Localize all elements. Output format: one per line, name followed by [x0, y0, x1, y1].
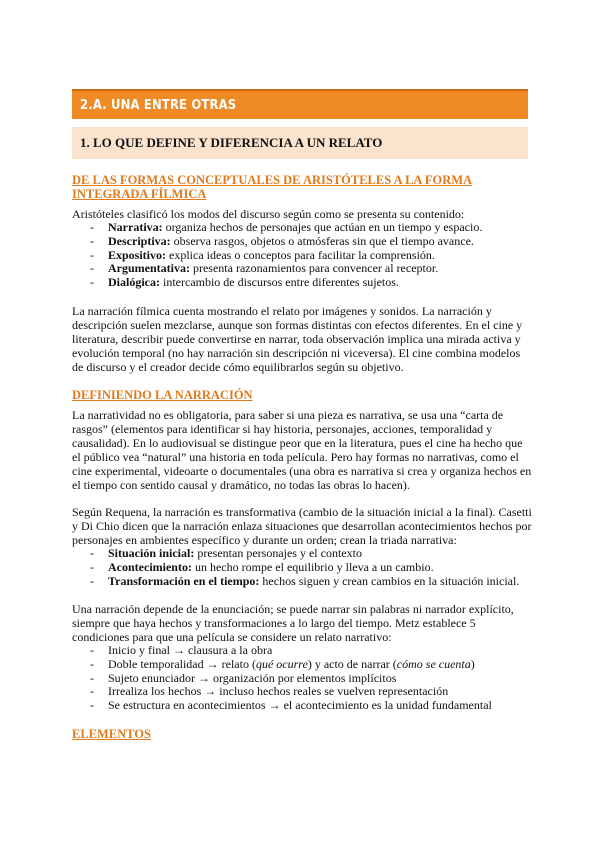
- film-narration-paragraph: La narración fílmica cuenta mostrando el relato por imágenes y sonidos. La narración y descripción suelen mezclarse, aunque son formas distintas con efectos diferentes. En el cine y literatura, describir puede convertirse en narrar, toda observación implica una mirada activa y evolución temporal (no hay narración sin descripción ni viceversa). El cine combina modelos de discurso y el creador decide cómo equilibrarlos según su objetivo.: [72, 304, 523, 375]
- narrativity-paragraph: La narratividad no es obligatoria, para saber si una pieza es narrativa, se usa una “carta de rasgos” (elementos para identificar si hay historia, personajes, acciones, temporalidad y causalidad). En lo audiovisual se distingue peor que en la literatura, pues el cine ha hecho que el público vea “natural” una historia en toda película. Pero hay formas no narrativas, como el cine experimental, videoarte o documentales (una obra es narrativa si crea y organiza hechos en el tiempo con sentido causal y dramático, no todas las obras lo hacen).: [72, 408, 532, 493]
- discourse-modes-list: [72, 221, 532, 290]
- chapter-banner: [72, 89, 528, 119]
- list-item: - Descriptiva: observa rasgos, objetos o atmósferas sin que el tiempo avance.: [72, 235, 532, 249]
- list-item: - Acontecimiento: un hecho rompe el equilibrio y lleva a un cambio.: [72, 561, 532, 575]
- requena-paragraph: Según Requena, la narración es transformativa (cambio de la situación inicial a la final). Casetti y Di Chio dicen que la narración enlaza situaciones que desarrollan acontecimientos hechos por personajes en ambientes específico y durante un orden; crean la triada narrativa:: [72, 505, 532, 548]
- list-item: - Sujeto enunciador → organización por elementos implícitos: [72, 672, 532, 686]
- list-item: - Expositivo: explica ideas o conceptos para facilitar la comprensión.: [72, 249, 532, 263]
- section-heading: 1. LO QUE DEFINE Y DIFERENCIA A UN RELATO: [80, 135, 383, 150]
- list-item: - Irrealiza los hechos → incluso hechos reales se vuelven representación: [72, 685, 532, 699]
- list-item: - Doble temporalidad → relato (qué ocurre) y acto de narrar (cómo se cuenta): [72, 658, 532, 672]
- section-title-narracion: DEFINIENDO LA NARRACIÓN: [72, 388, 253, 402]
- list-item: - Dialógica: intercambio de discursos entre diferentes sujetos.: [72, 276, 532, 290]
- list-item: - Transformación en el tiempo: hechos siguen y crean cambios en la situación inicial.: [72, 575, 532, 589]
- list-item: - Se estructura en acontecimientos → el acontecimiento es la unidad fundamental: [72, 699, 532, 713]
- intro-paragraph: Aristóteles clasificó los modos del discurso según como se presenta su contenido:: [72, 207, 465, 221]
- list-item: - Situación inicial: presentan personajes y el contexto: [72, 547, 532, 561]
- narrative-triad-list: [72, 547, 532, 588]
- metz-paragraph: Una narración depende de la enunciación; se puede narrar sin palabras ni narrador explícito, siempre que haya hechos y transformaciones a lo largo del tiempo. Metz establece 5 condiciones para que una película se considere un relato narrativo:: [72, 602, 514, 645]
- list-item: - Argumentativa: presenta razonamientos para convencer al receptor.: [72, 262, 532, 276]
- chapter-title: 2.A. UNA ENTRE OTRAS: [80, 97, 237, 113]
- section-title-aristoteles: [72, 173, 472, 201]
- section-heading-box: [72, 127, 528, 159]
- section-title-line: DE LAS FORMAS CONCEPTUALES DE ARISTÓTELES A LA FORMA: [72, 173, 473, 187]
- list-item: - Narrativa: organiza hechos de personajes que actúan en un tiempo y espacio.: [72, 221, 532, 235]
- metz-conditions-list: [72, 644, 532, 713]
- section-title-elementos: ELEMENTOS: [72, 727, 151, 741]
- list-item: - Inicio y final → clausura a la obra: [72, 644, 532, 658]
- section-title-line: INTEGRADA FÍLMICA: [72, 187, 207, 201]
